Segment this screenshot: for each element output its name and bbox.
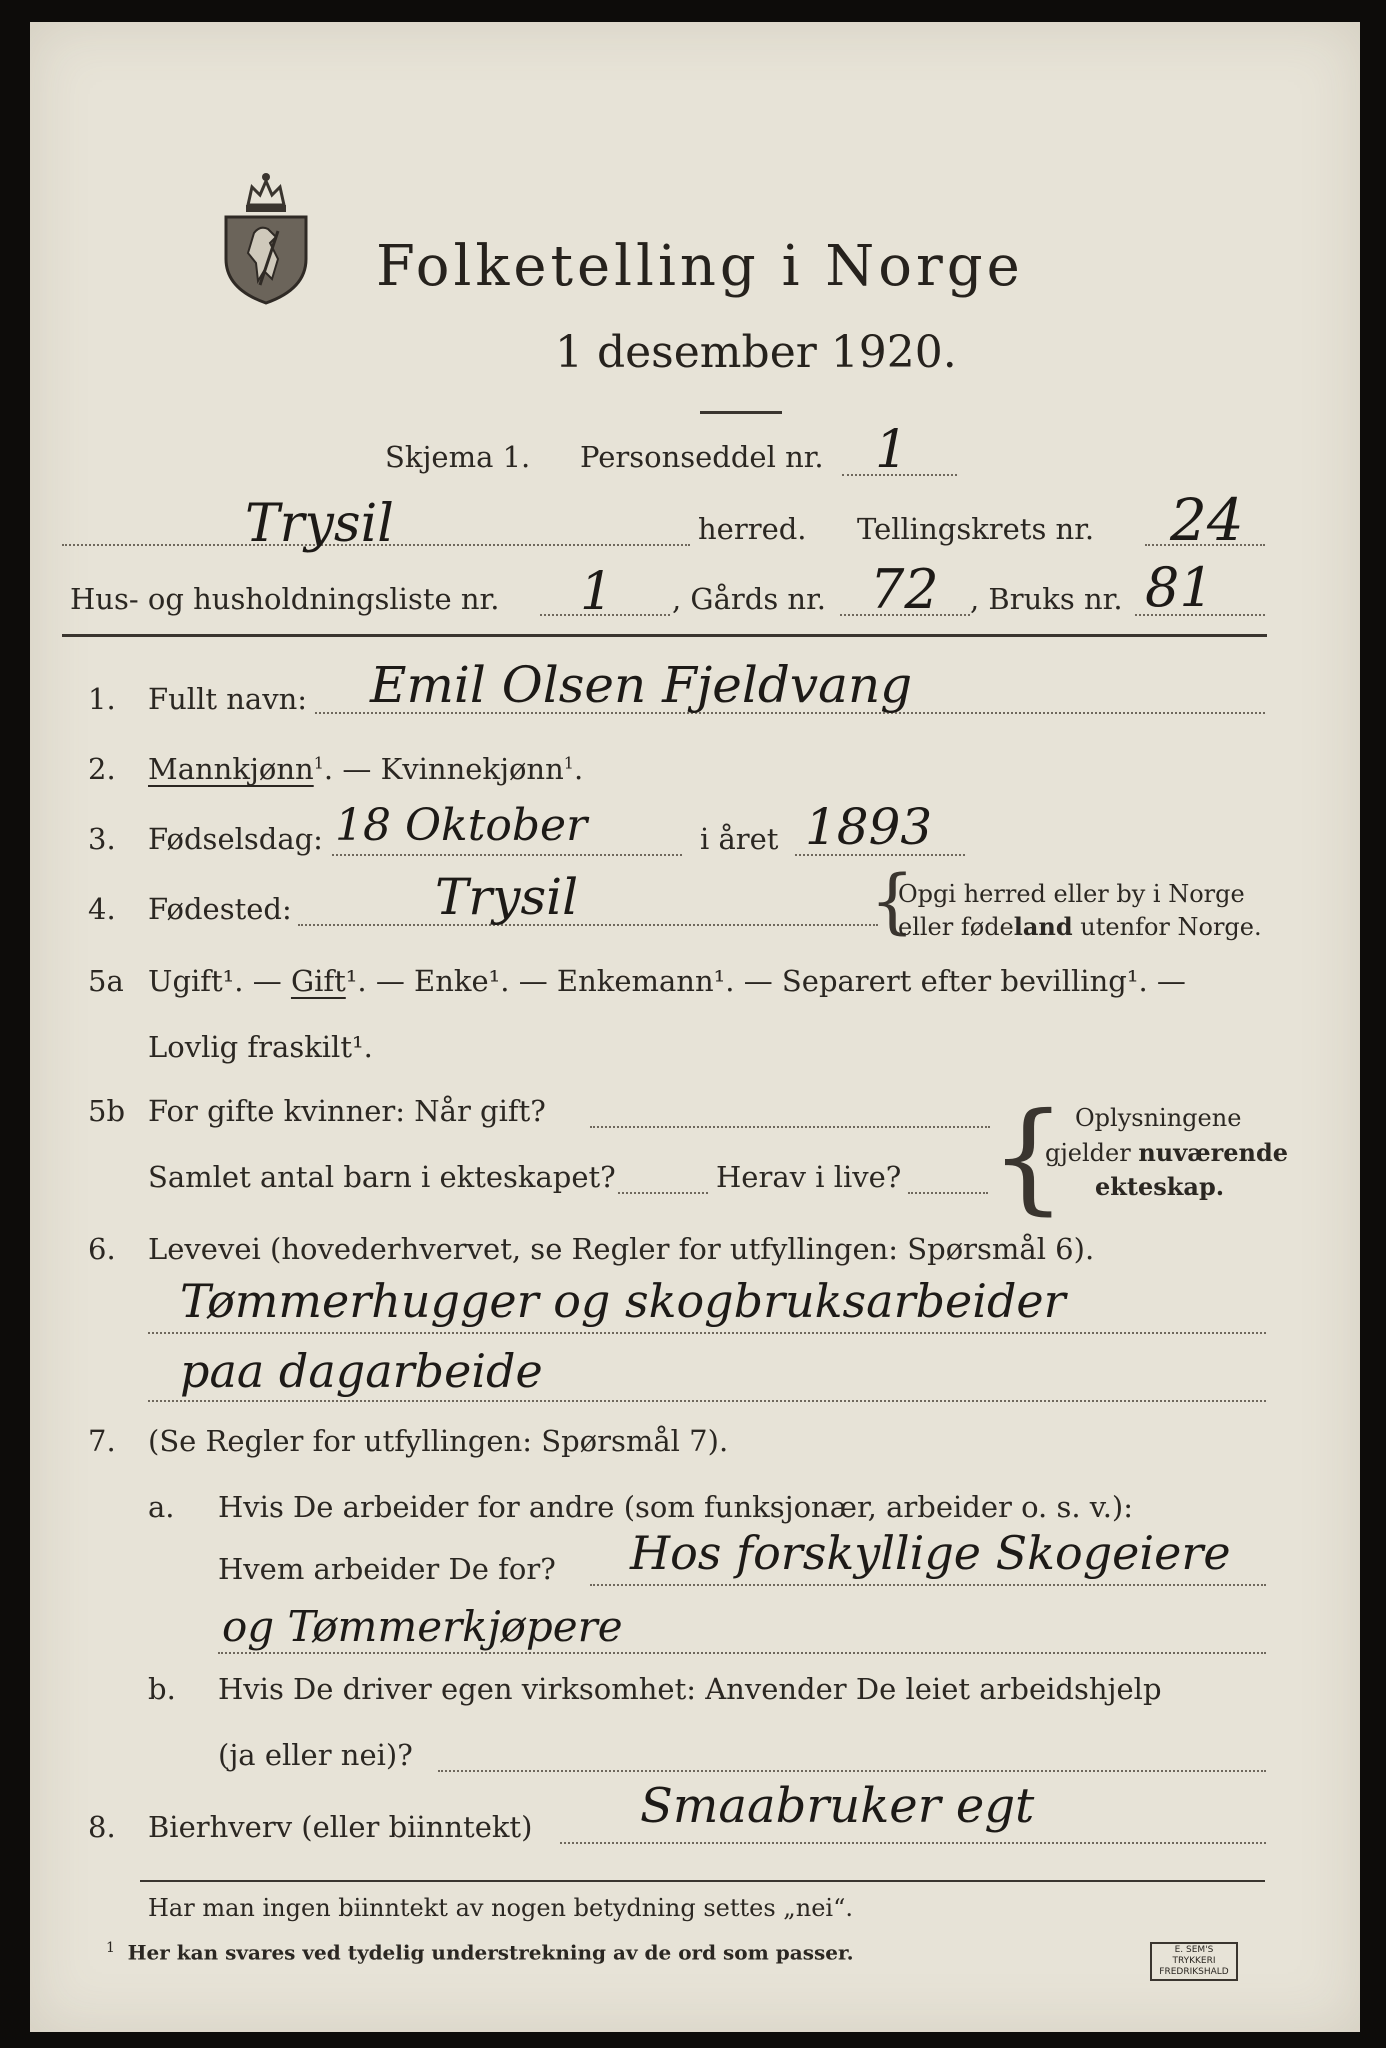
herred-label: herred. [698,512,807,546]
q6-number: 6. [88,1232,116,1266]
occupation-value-line1[interactable]: Tømmerhugger og skogbruksarbeider [180,1274,1066,1328]
q3-number: 3. [88,822,116,856]
census-date: 1 desember 1920. [555,327,957,378]
birthplace-value[interactable]: Trysil [435,868,579,926]
marital-status-options: Ugift¹. — Gift¹. — Enke¹. — Enkemann¹. — Separert efter bevilling¹. — [148,964,1186,998]
q7-number: 7. [88,1424,116,1458]
form-title: Folketelling i Norge [376,234,1024,299]
q5b-number: 5b [88,1094,126,1128]
q7b-question: (ja eller nei)? [218,1738,413,1772]
husliste-value[interactable]: 1 [580,562,614,622]
q3-label: Fødselsdag: [148,822,323,856]
herred-value[interactable]: Trysil [245,494,394,554]
q8-label: Bierhverv (eller biinntekt) [148,1810,533,1844]
printer-stamp: E. SEM'S TRYKKERI FREDRIKSHALD [1150,1942,1238,1981]
q4-number: 4. [88,892,116,926]
side-occupation-value[interactable]: Smaabruker egt [640,1778,1035,1834]
employer-value-line2[interactable]: og Tømmerkjøpere [222,1602,623,1651]
birth-date-value[interactable]: 18 Oktober [335,800,588,851]
gards-value[interactable]: 72 [870,558,939,621]
q2-number: 2. [88,752,116,786]
bruks-value[interactable]: 81 [1145,556,1214,619]
q5b-note-line3: ekteskap. [1095,1172,1225,1201]
birth-year-value[interactable]: 1893 [805,798,933,856]
q7a-label: Hvis De arbeider for andre (som funksjonær, arbeider o. s. v.): [218,1490,1134,1524]
married-date-field[interactable] [590,1126,990,1128]
personseddel-value[interactable]: 1 [875,420,909,480]
q1-label: Fullt navn: [148,682,308,716]
q7a-question: Hvem arbeider De for? [218,1552,556,1586]
gender-options: Mannkjønn$^1$. — Kvinnekjønn$^1$. [148,752,584,786]
employer-value-line1[interactable]: Hos forskyllige Skogeiere [630,1526,1231,1580]
option-gift[interactable]: Gift [290,964,346,998]
tellingskrets-value[interactable]: 24 [1170,486,1244,554]
children-alive-field[interactable] [908,1192,988,1194]
norwegian-coat-of-arms-icon [218,167,314,307]
q5a-number: 5a [88,964,124,998]
q7a-number: a. [148,1490,175,1524]
q1-number: 1. [88,682,116,716]
option-lovlig-fraskilt[interactable]: Lovlig fraskilt¹. [148,1030,373,1064]
option-kvinnekjonn[interactable]: Kvinnekjønn [380,752,564,786]
q7-label: (Se Regler for utfyllingen: Spørsmål 7). [148,1424,729,1458]
q4-label: Fødested: [148,892,292,926]
q7b-number: b. [148,1672,176,1706]
q6-label: Levevei (hovederhvervet, se Regler for utfyllingen: Spørsmål 6). [148,1232,1095,1266]
bruks-label: , Bruks nr. [970,582,1123,616]
skjema-label: Skjema 1. [385,440,531,474]
census-form-page: Folketelling i Norge 1 desember 1920. Skjema 1. Personseddel nr. 1 Trysil herred. Tellingskrets nr. 24 Hus- og husholdningsliste nr. 1 , Gårds nr. 72 , Bruks nr. 81 1. Fullt navn: Emil Olsen Fjeldvang 2. Mannkjønn$^1$. — Kvinnekjønn$^1$. 3. Fødselsdag: 18 Oktober i året 1893 4. Fødested: Trysil { Opgi herred eller by i Norge eller fødeland utenfor Norge. 5a Ugift¹. — Gift¹. — Enke¹. — Enkemann¹. — Separert efter bevilling¹. — Lovlig fraskilt¹. 5b For gifte kvinner: Når gift? Samlet antal barn i ekteskapet? Herav i live? { Oplysningene gjelder nuværende ekteskap. 6. Levevei (hovederhvervet, se Regler for utfyllingen: Spørsmål 6). Tømmerhugger og skogbruksarbeider paa dagarbeide 7. (Se Regler for utfyllingen: Spørsmål 7). a. Hvis De arbeider for andre (som funksjonær, arbeider o. s. v.): Hvem arbeider De for? Hos forskyllige Skogeiere og Tømmerkjøpere b. Hvis De driver egen virksomhet: Anvender De leiet arbeidshjelp (ja eller nei)? 8. Bierhverv (eller biinntekt) Smaabruker egt Har man ingen biinntekt av nogen betydning settes „nei“. $^1$ Her kan svares ved tydelig understrekning av de ord som passer. E. SEM'S TRYKKERI FREDRIKSHALD [30,22,1360,2032]
q5b-children-label: Samlet antal barn i ekteskapet? [148,1160,616,1194]
children-count-field[interactable] [618,1192,708,1194]
birthplace-note-line1: Opgi herred eller by i Norge [898,880,1245,908]
q5b-note-line2: gjelder nuværende [1045,1138,1289,1167]
hired-help-field[interactable] [438,1770,1266,1772]
tellingskrets-label: Tellingskrets nr. [857,512,1095,546]
occupation-value-line2[interactable]: paa dagarbeide [180,1344,543,1398]
no-income-note: Har man ingen biinntekt av nogen betydning settes „nei“. [148,1894,853,1922]
title-divider [700,411,782,414]
q5b-alive-label: Herav i live? [716,1160,902,1194]
option-mannkjonn[interactable]: Mannkjønn [148,752,314,786]
birthplace-note-line2: eller fødeland utenfor Norge. [898,912,1262,941]
year-label: i året [700,822,779,856]
q5b-note-line1: Oplysningene [1075,1104,1242,1132]
q7b-label: Hvis De driver egen virksomhet: Anvender De leiet arbeidshjelp [218,1672,1162,1706]
footer-rule [140,1880,1265,1882]
header-rule [62,634,1267,637]
full-name-value[interactable]: Emil Olsen Fjeldvang [370,656,913,714]
husliste-label: Hus- og husholdningsliste nr. [70,582,500,616]
q8-number: 8. [88,1810,116,1844]
q5b-married-label: For gifte kvinner: Når gift? [148,1094,546,1128]
footnote: $^1$ Her kan svares ved tydelig understrekning av de ord som passer. [106,1940,854,1965]
gards-label: , Gårds nr. [672,582,826,616]
personseddel-label: Personseddel nr. [580,440,824,474]
